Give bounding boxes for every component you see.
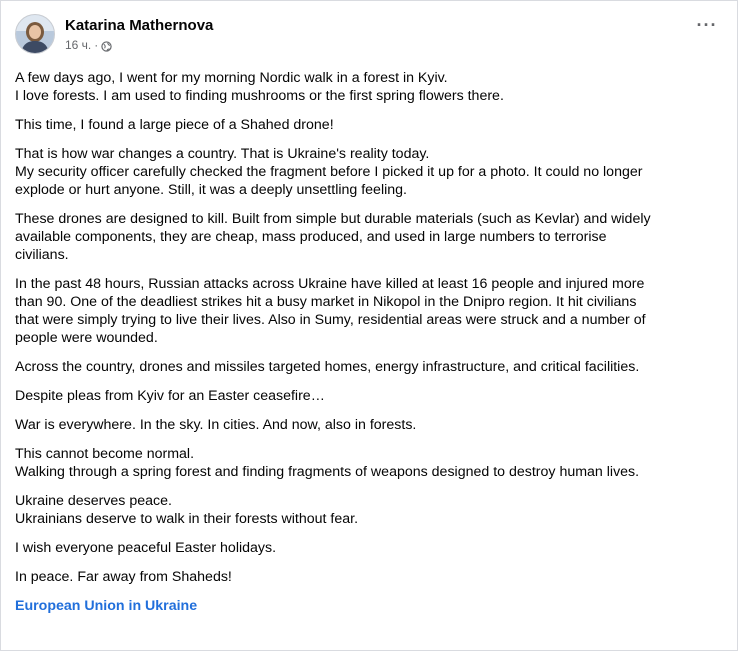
post-text-line: available components, they are cheap, mass produced, and used in large numbers to terrorise	[15, 229, 607, 245]
post-text-line: A few days ago, I went for my morning Nordic walk in a forest in Kyiv.	[15, 70, 448, 86]
post-text-line: explode or hurt anyone. Still, it was a deeply unsettling feeling.	[15, 182, 407, 198]
author-block	[65, 16, 213, 53]
post-text-line: people were wounded.	[15, 330, 158, 346]
post-paragraph	[15, 275, 727, 347]
post-paragraph	[15, 387, 727, 405]
post-text-line: This cannot become normal.	[15, 446, 195, 462]
post-paragraph	[15, 210, 727, 264]
post-text-line: In the past 48 hours, Russian attacks across Ukraine have killed at least 16 people and injured more	[15, 276, 645, 292]
post-paragraph	[15, 445, 727, 481]
post-text-line: Walking through a spring forest and finding fragments of weapons designed to destroy human lives.	[15, 464, 640, 480]
post-paragraph	[15, 69, 727, 105]
post-text-line: This time, I found a large piece of a Shahed drone!	[15, 117, 334, 133]
post-text-line: Across the country, drones and missiles targeted homes, energy infrastructure, and critical facilities.	[15, 359, 640, 375]
post-paragraphs	[15, 69, 727, 586]
author-name[interactable]: Katarina Mathernova	[65, 17, 214, 34]
post-text-line: Ukraine deserves peace.	[15, 493, 172, 509]
mention-link[interactable]: European Union in Ukraine	[15, 598, 198, 614]
post-text-line: Ukrainians deserve to walk in their forests without fear.	[15, 511, 359, 527]
globe-icon[interactable]	[101, 40, 112, 51]
avatar-image	[16, 15, 54, 53]
avatar[interactable]	[15, 14, 55, 54]
post-text-line: that were simply trying to live their lives. Also in Sumy, residential areas were struck and a number of	[15, 312, 646, 328]
post-paragraph	[15, 568, 727, 586]
post-header	[15, 14, 727, 58]
post-body	[15, 69, 727, 626]
post-text-line: My security officer carefully checked the fragment before I picked it up for a photo. It could no longer	[15, 164, 643, 180]
meta-separator: ·	[94, 38, 99, 52]
post-text-line: I love forests. I am used to finding mushrooms or the first spring flowers there.	[15, 88, 504, 104]
post-text-line: War is everywhere. In the sky. In cities. And now, also in forests.	[15, 417, 417, 433]
post-text-line: These drones are designed to kill. Built from simple but durable materials (such as Kevlar) and widely	[15, 211, 651, 227]
post-timestamp[interactable]: 16 ч.	[65, 38, 92, 52]
post-text-line: civilians.	[15, 247, 69, 263]
mention-paragraph	[15, 597, 727, 615]
post-paragraph	[15, 358, 727, 376]
post-text-line: Despite pleas from Kyiv for an Easter ceasefire…	[15, 388, 325, 404]
post-text-line: In peace. Far away from Shaheds!	[15, 569, 232, 585]
post-paragraph	[15, 116, 727, 134]
post-text-line: That is how war changes a country. That is Ukraine's reality today.	[15, 146, 430, 162]
post-paragraph	[15, 539, 727, 557]
more-horizontal-icon[interactable]: ···	[696, 15, 718, 35]
post-text-line: I wish everyone peaceful Easter holidays.	[15, 540, 277, 556]
post-paragraph	[15, 416, 727, 434]
post-paragraph	[15, 145, 727, 199]
post-meta	[65, 37, 213, 53]
post-text-line: than 90. One of the deadliest strikes hit a busy market in Nikopol in the Dnipro region. It hit civilians	[15, 294, 637, 310]
post-paragraph	[15, 492, 727, 528]
